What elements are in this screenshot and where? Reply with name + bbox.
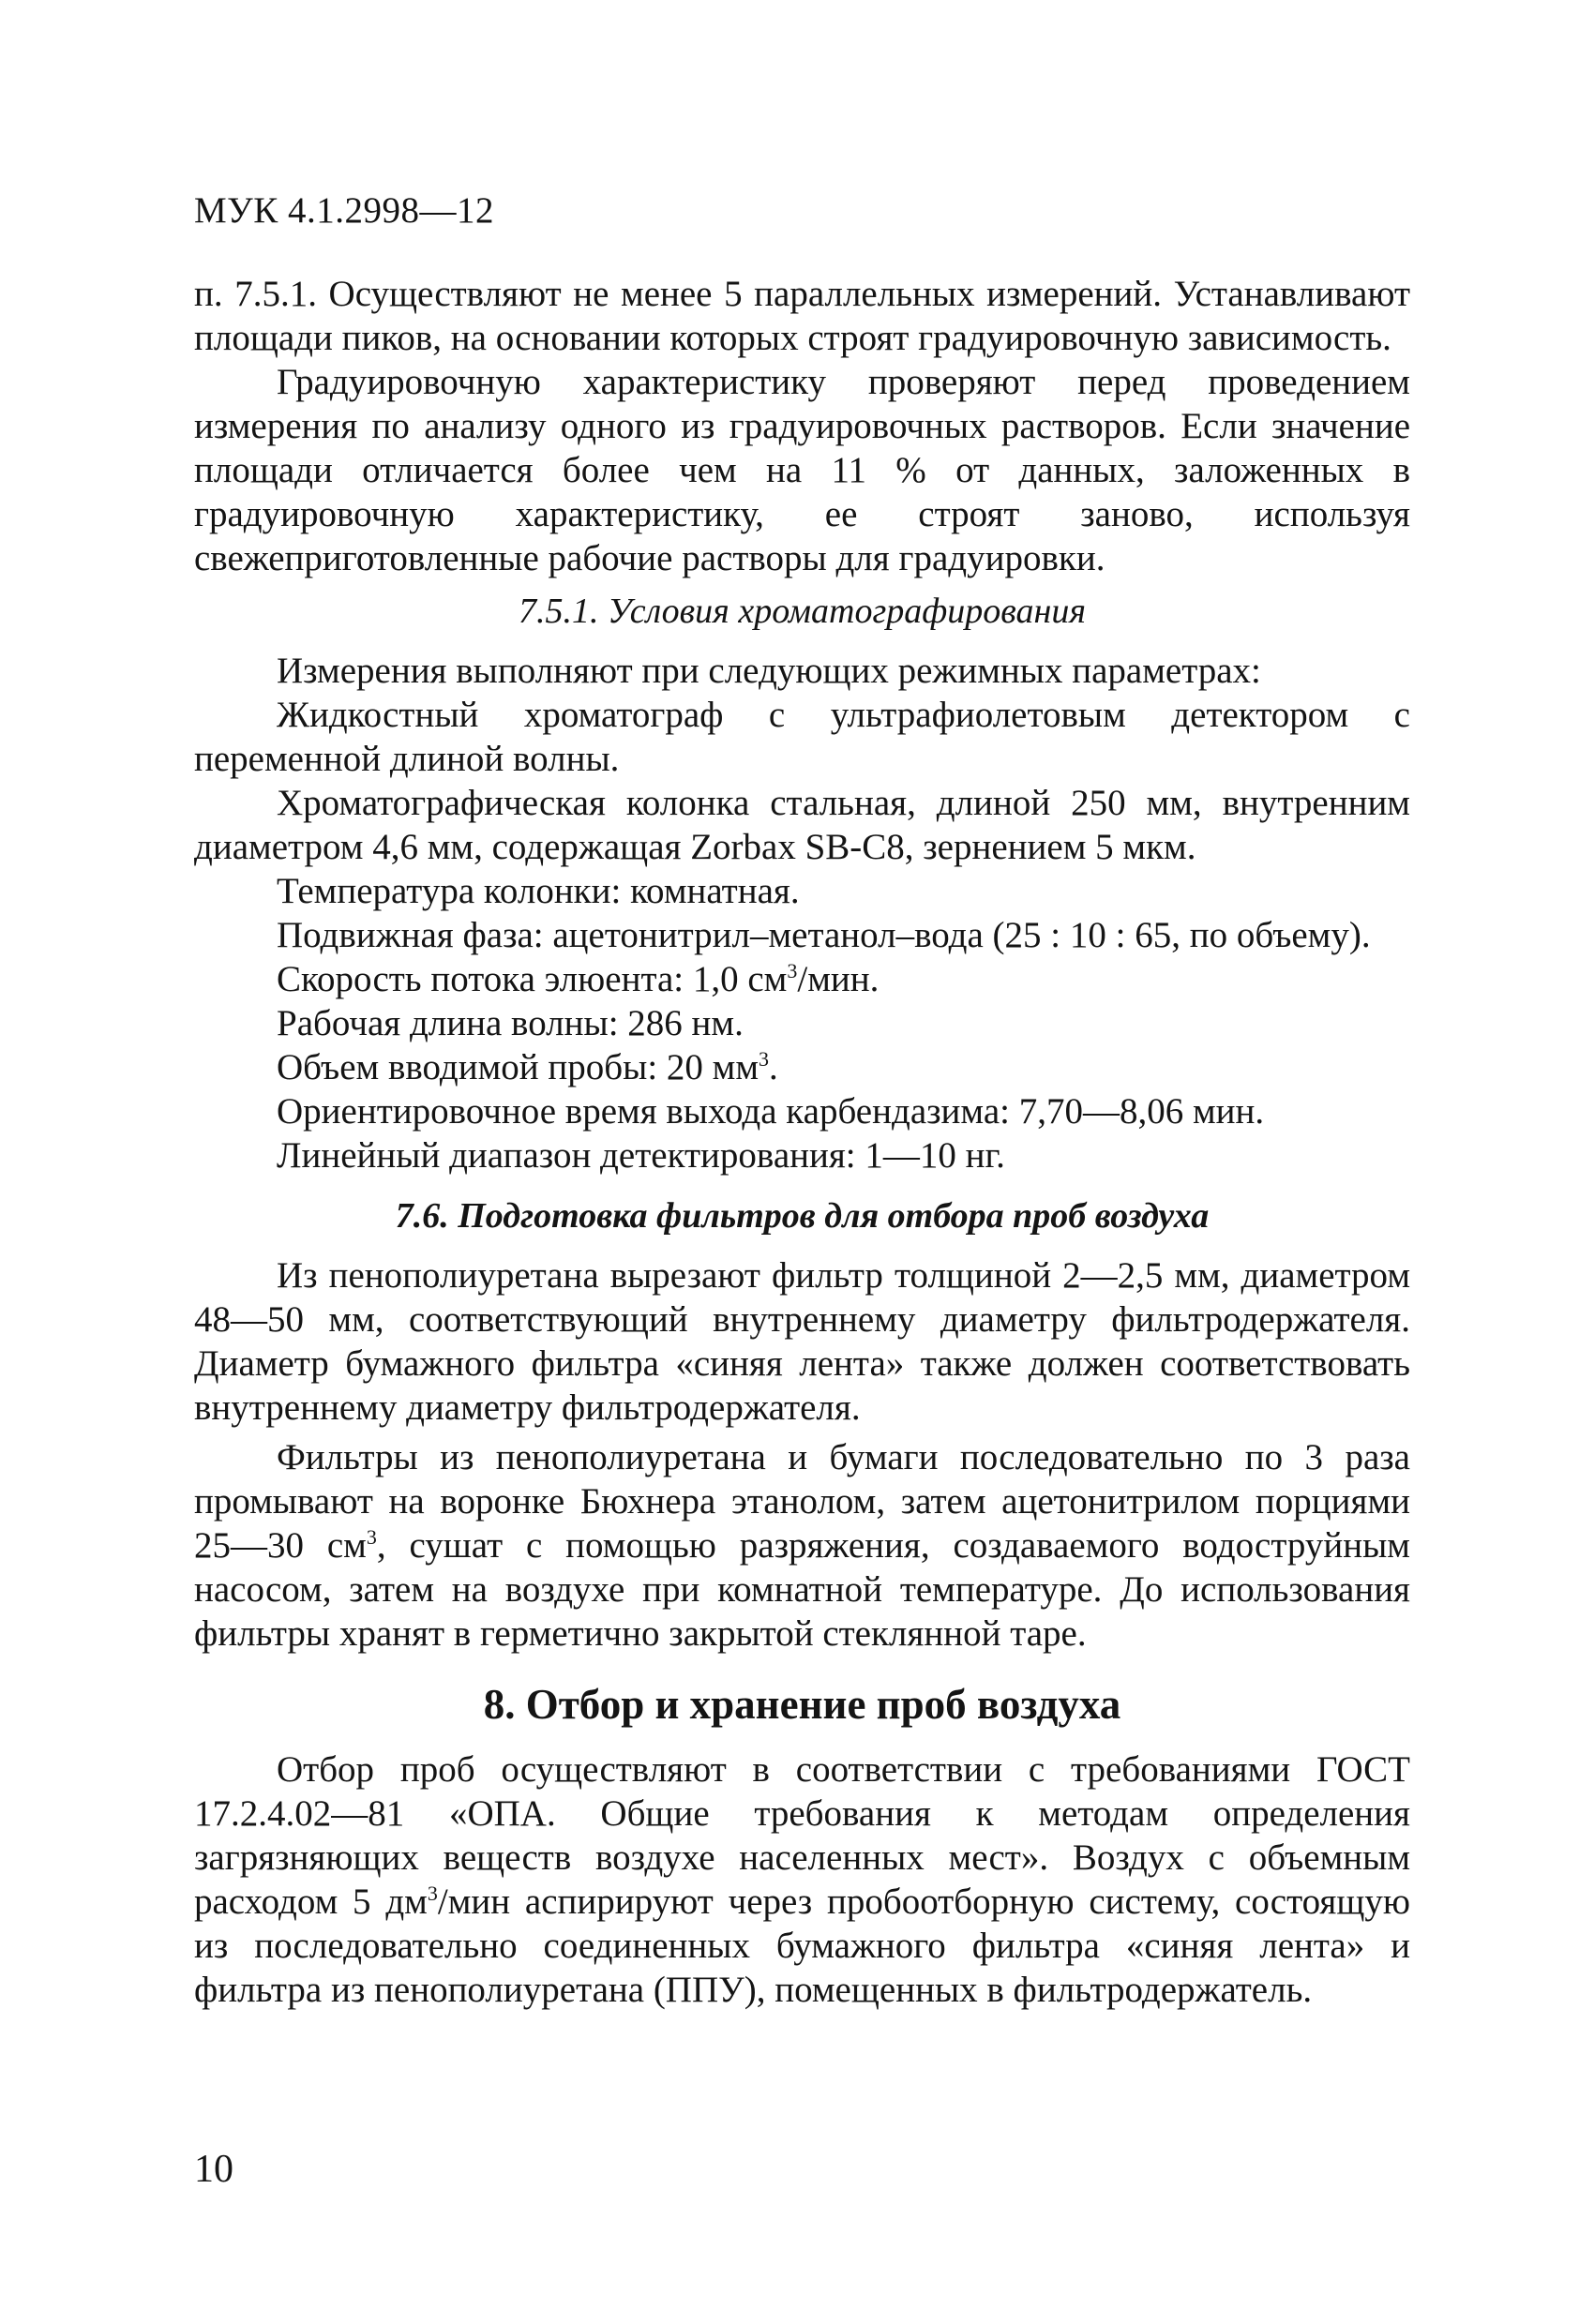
param-flow-rate-unit: /мин.: [797, 959, 880, 999]
paragraph-calibration-check: Градуировочную характеристику проверяют перед проведением измерения по анализу одного из градуировочных растворов. Если значение площади отличается более чем на 11 % от данных, заложенных в градуировочную характеристику, ее строят заново, используя свежеприготовленные рабочие растворы для градуировки.: [194, 362, 1410, 578]
param-injection-volume-text: Объем вводимой пробы: 20 мм: [277, 1047, 759, 1087]
paragraph-chromatograph: Жидкостный хроматограф с ультрафиолетовым детектором с переменной длиной волны.: [194, 695, 1410, 779]
superscript: 3: [366, 1525, 377, 1549]
subheading-filter-preparation: 7.6. Подготовка фильтров для отбора проб воздуха: [395, 1196, 1210, 1236]
paragraph-air-sampling-rest: /мин аспирируют через пробоотборную систему, состоящую из последовательно соединенных бумажного фильтра «синяя лента» и фильтра из пенополиуретана (ППУ), помещенных в фильтродержатель.: [194, 1882, 1410, 2010]
paragraph-measurements: п. 7.5.1. Осуществляют не менее 5 параллельных измерений. Устанавливают площади пиков, на основании которых строят градуировочную зависимость.: [194, 274, 1410, 358]
subheading-chromatography-conditions: 7.5.1. Условия хроматографирования: [518, 592, 1086, 631]
superscript: 3: [427, 1882, 438, 1905]
param-wavelength: Рабочая длина волны: 286 нм.: [277, 1003, 744, 1043]
superscript: 3: [787, 959, 798, 982]
paragraph-filter-washing: [194, 1435, 1410, 1656]
document-code-header: МУК 4.1.2998—12: [194, 190, 495, 231]
param-injection-volume: [277, 1045, 1410, 1089]
superscript: 3: [759, 1047, 770, 1071]
paragraph-column: Хроматографическая колонка стальная, длиной 250 мм, внутренним диаметром 4,6 мм, содержащая Zorbax SB-C8, зернением 5 мкм.: [194, 783, 1410, 867]
section-heading-air-sampling: 8. Отбор и хранение проб воздуха: [483, 1681, 1121, 1728]
param-column-temperature: Температура колонки: комнатная.: [277, 871, 800, 911]
paragraph-mode-parameters: Измерения выполняют при следующих режимных параметрах:: [277, 651, 1261, 691]
param-mobile-phase: Подвижная фаза: ацетонитрил–метанол–вода (25 : 10 : 65, по объему).: [277, 915, 1371, 955]
param-flow-rate: [277, 957, 1410, 1001]
param-retention-time: Ориентировочное время выхода карбендазима: 7,70—8,06 мин.: [277, 1091, 1265, 1132]
page-number: 10: [194, 2148, 233, 2191]
page-content: [194, 272, 1410, 2012]
paragraph-air-sampling-text: Отбор проб осуществляют в соответствии с требованиями ГОСТ 17.2.4.02—81 «ОПА. Общие требования к методам определения загрязняющих веществ воздухе населенных мест». Воздух с объемным расходом 5 дм: [194, 1749, 1410, 1922]
paragraph-filter-washing-text: Фильтры из пенополиуретана и бумаги последовательно по 3 раза промывают на воронке Бюхнера этанолом, затем ацетонитрилом порциями 25—30 см: [194, 1437, 1410, 1566]
param-flow-rate-text: Скорость потока элюента: 1,0 см: [277, 959, 788, 999]
param-injection-volume-end: .: [769, 1047, 778, 1087]
paragraph-filter-cutting: Из пенополиуретана вырезают фильтр толщиной 2—2,5 мм, диаметром 48—50 мм, соответствующий внутреннему диаметру фильтродержателя. Диаметр бумажного фильтра «синяя лента» также должен соответствовать внутреннему диаметру фильтродержателя.: [194, 1255, 1410, 1428]
param-linear-range: Линейный диапазон детектирования: 1—10 нг.: [277, 1135, 1005, 1176]
paragraph-air-sampling: [194, 1747, 1410, 2012]
paragraph-filter-washing-rest: , сушат с помощью разряжения, создаваемого водоструйным насосом, затем на воздухе при комнатной температуре. До использования фильтры хранят в герметично закрытой стеклянной таре.: [194, 1525, 1410, 1654]
